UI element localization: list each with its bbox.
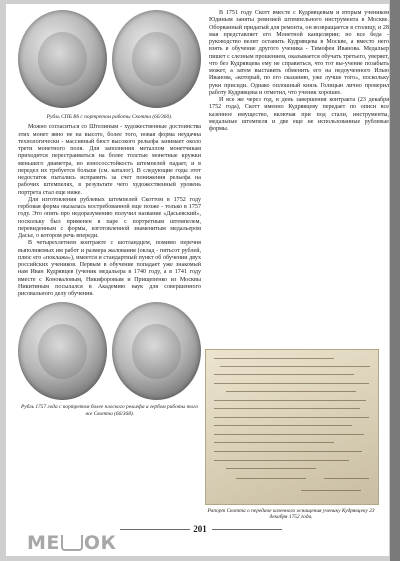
left-column (18, 10, 201, 421)
watermark-logo (27, 532, 117, 554)
bottom-coin-caption: Рубль 1757 года с портретом более плоского рельефа и гербом работы того же Скотта (66/368). (20, 404, 199, 417)
watermark-text-left: МЕ (27, 532, 60, 554)
paragraph: Для изготовления рублевых штемпелей Скоттом в 1752 году гербовая форма оказалась востребованной еще позже - только в 1757 году. Это опять про недоразумению получил название «Дасьевский», поскольку был применен в паре с портретным штемпелем, перевиденным с формы, изготовленной знаменитым медальером Дасье, о котором речь впереди. (18, 196, 201, 240)
coin-reverse-image (112, 302, 201, 400)
manuscript-image (205, 349, 379, 505)
top-coin-caption: Рубль СПБ BS с портретом работы Скотта (66/360). (46, 114, 173, 120)
page-number: 201 (193, 524, 207, 534)
paragraph: В четырехлетнем контракте с шотландцем, помимо перечня выполняемых им работ и размера жалования (оклад - пятьсот рублей, плюс его «поклажа»), имеется и стандартный пункт об обучении двух российских учеников. Первым в обучение попадает уже знакомый нам Иван Кудрявцев (ученик медальера в 1740 году, а в 1741 году вместе с Коноваловым, Никифоровым и Прищепенко из Москвы Никитиным посылался в Академию наук для совершенного рисовального делу обучения. (18, 240, 201, 298)
page-edge-bar (390, 0, 400, 561)
watermark-text-right: ОК (83, 532, 117, 554)
coin-obverse-image (18, 302, 107, 400)
hammer-icon (61, 535, 83, 551)
paragraph: И все же через год, в день завершения контракта (23 декабря 1752 года), Скотт именно Кудрявцеву передает по описи все казенное имущество, включая при под стали, инструменты, медальные штемпеля и две еще не использованные рублевые формы. (209, 97, 389, 132)
bottom-coin-pair (18, 302, 201, 402)
paragraph: В 1751 году Скотт вместе с Кудрявцевым и вторым учеником Юдиным заняты ревизией штемпельного инструмента в Москве. Оборванный придатый для ремонта, он возвращается в столицу, и 28 мая представляет его Монетной канцелярии; но все беда - руководство велит оставить Кудрявцева в Москве, а вместо него взять в обучение другого ученика - Тимофея Иванова. Медальер пишет с слезным прошением, оказывается обучать третьего, уверяет, что без Кудрявцева ему не справиться, что тот вы-учение позабыть может, а затем выставить обменить его на недоученного Илью Иванова, «который, по его сказанию, уже лучше того», поскольку руки присиди. Однако оплошный князь Голицын лично проверил работу Кудрявцева и отметил, что ученик хорошее. (209, 10, 389, 96)
top-coin-pair (18, 10, 201, 112)
paragraph: Можно согласиться со Штелиным - художественные достоинства этих монет явно не на высоте, более того, новая форма неудачна технологически - массивный бюст высокого рельефа занимает около трети монетного поля. Для заполнения металлом монетчикам приходится перестраиваться на более толстые монетные кружки меньшего диаметра, но износосстойкость штемпелей падает, и в передел их требуется больше (см. каталог). В следующие годы этот недостаток пытались исправить за счет понижения рельефа на рабочих штемпелях, в результате чего художественный уровень портрета стал еще ниже. (18, 124, 201, 196)
manuscript-caption: Рапорт Скотта о передаче казенного оснащения ученику Кудрявцеву 23 декабря 1752 года. (207, 508, 375, 521)
coin-obverse-image (18, 10, 107, 108)
coin-reverse-image (112, 10, 201, 108)
right-column (209, 10, 389, 133)
